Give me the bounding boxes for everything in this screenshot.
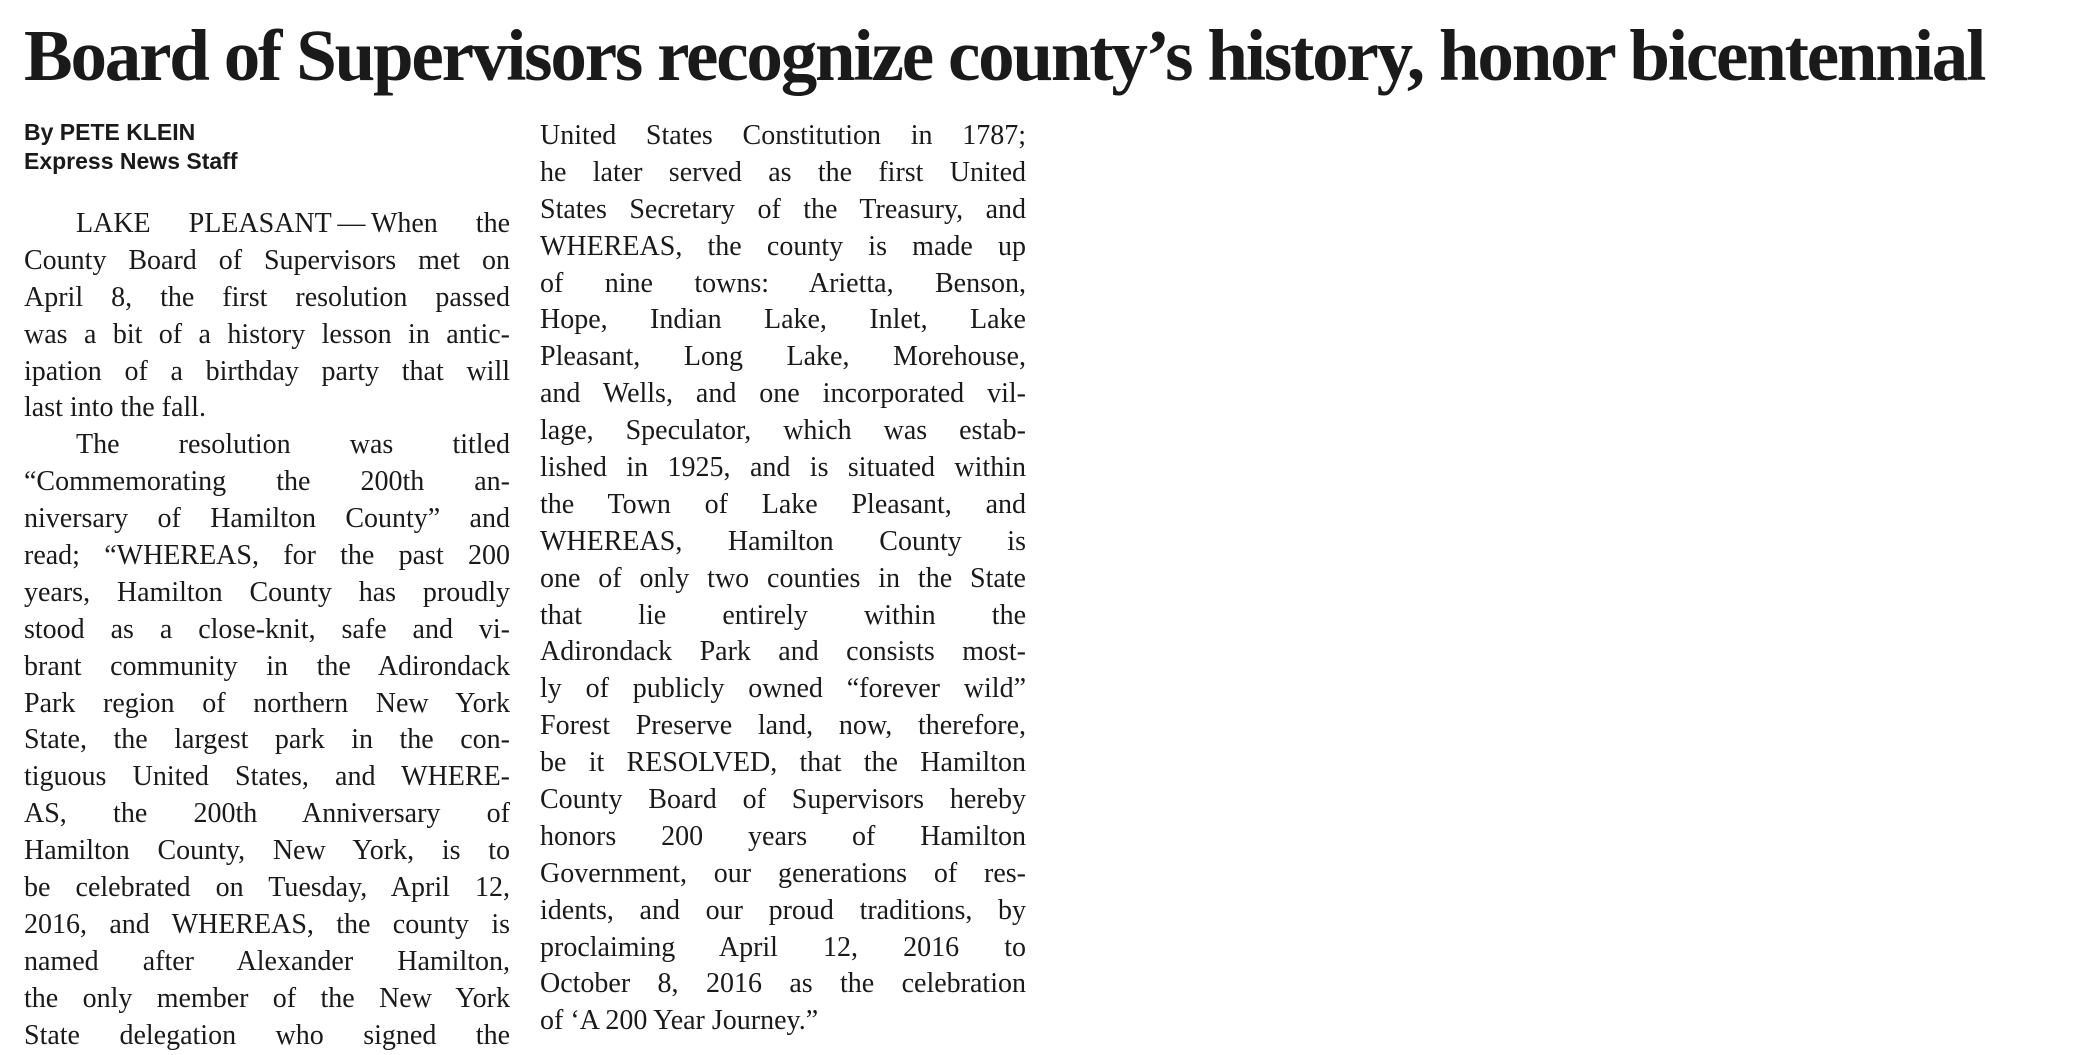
article-line: last into the fall. [24,392,206,424]
article-line: he later served as the first United [540,156,1026,188]
article-line: niversary of Hamilton County” and [24,503,510,535]
article-line: of ‘A 200 Year Journey.” [540,1005,819,1037]
article-line: Pleasant, Long Lake, Morehouse, [540,341,1026,373]
article-line: State delegation who signed the [24,1019,510,1051]
article-line: 2016, and WHEREAS, the county is [24,908,510,940]
article-line: one of only two counties in the State [540,562,1026,594]
article-line: United States Constitution in 1787; [540,120,1026,151]
byline [24,118,237,176]
article-line: was a bit of a history lesson in antic- [24,318,510,350]
article-line: The resolution was titled [76,429,510,461]
article-line: ipation of a birthday party that will [24,355,510,387]
article-line: October 8, 2016 as the celebration [540,968,1026,1000]
article-line: ly of publicly owned “forever wild” [540,673,1026,705]
article-line: be it RESOLVED, that the Hamilton [540,747,1026,779]
article-line: of nine towns: Arietta, Benson, [540,267,1026,299]
article-line: stood as a close-knit, safe and vi- [24,613,510,645]
byline-affiliation: Express News Staff [24,148,238,174]
article-line: Forest Preserve land, now, therefore, [540,710,1026,742]
article-column-1 [24,206,510,1054]
article-line: the Town of Lake Pleasant, and [540,488,1026,520]
article-line: lage, Speculator, which was estab- [540,415,1026,447]
article-line: Adirondack Park and consists most- [540,636,1026,668]
article-line: Hamilton County, New York, is to [24,835,510,867]
article-line: be celebrated on Tuesday, April 12, [24,872,510,904]
article-line: LAKE PLEASANT — When the [76,208,510,239]
article-line: brant community in the Adirondack [24,650,510,682]
article-line: AS, the 200th Anniversary of [24,798,510,830]
article-line: named after Alexander Hamilton, [24,945,510,977]
byline-author: By PETE KLEIN [24,119,196,145]
article-line: read; “WHEREAS, for the past 200 [24,540,510,572]
article-line: WHEREAS, the county is made up [540,230,1026,262]
article-line: WHEREAS, Hamilton County is [540,525,1026,557]
article-line: “Commemorating the 200th an- [24,466,510,498]
article-line: idents, and our proud traditions, by [540,894,1026,926]
article-line: County Board of Supervisors met on [24,244,510,276]
article-line: years, Hamilton County has proudly [24,576,510,608]
article-line: Hope, Indian Lake, Inlet, Lake [540,304,1026,336]
article-line: tiguous United States, and WHERE- [24,761,510,793]
article-line: States Secretary of the Treasury, and [540,193,1026,225]
article-line: proclaiming April 12, 2016 to [540,931,1026,963]
article-line: County Board of Supervisors hereby [540,784,1026,816]
article-line: State, the largest park in the con- [24,724,510,756]
article-line: and Wells, and one incorporated vil- [540,378,1026,410]
article-line: that lie entirely within the [540,599,1026,631]
article-line: honors 200 years of Hamilton [540,820,1026,852]
article-line: Government, our generations of res- [540,857,1026,889]
article-line: April 8, the first resolution passed [24,281,510,313]
headline: Board of Supervisors recognize county’s history, honor bicentennial [24,15,1985,96]
article-column-2 [540,118,1026,1040]
article-line: lished in 1925, and is situated within [540,452,1026,484]
article-line: Park region of northern New York [24,687,510,719]
article-line: the only member of the New York [24,982,510,1014]
